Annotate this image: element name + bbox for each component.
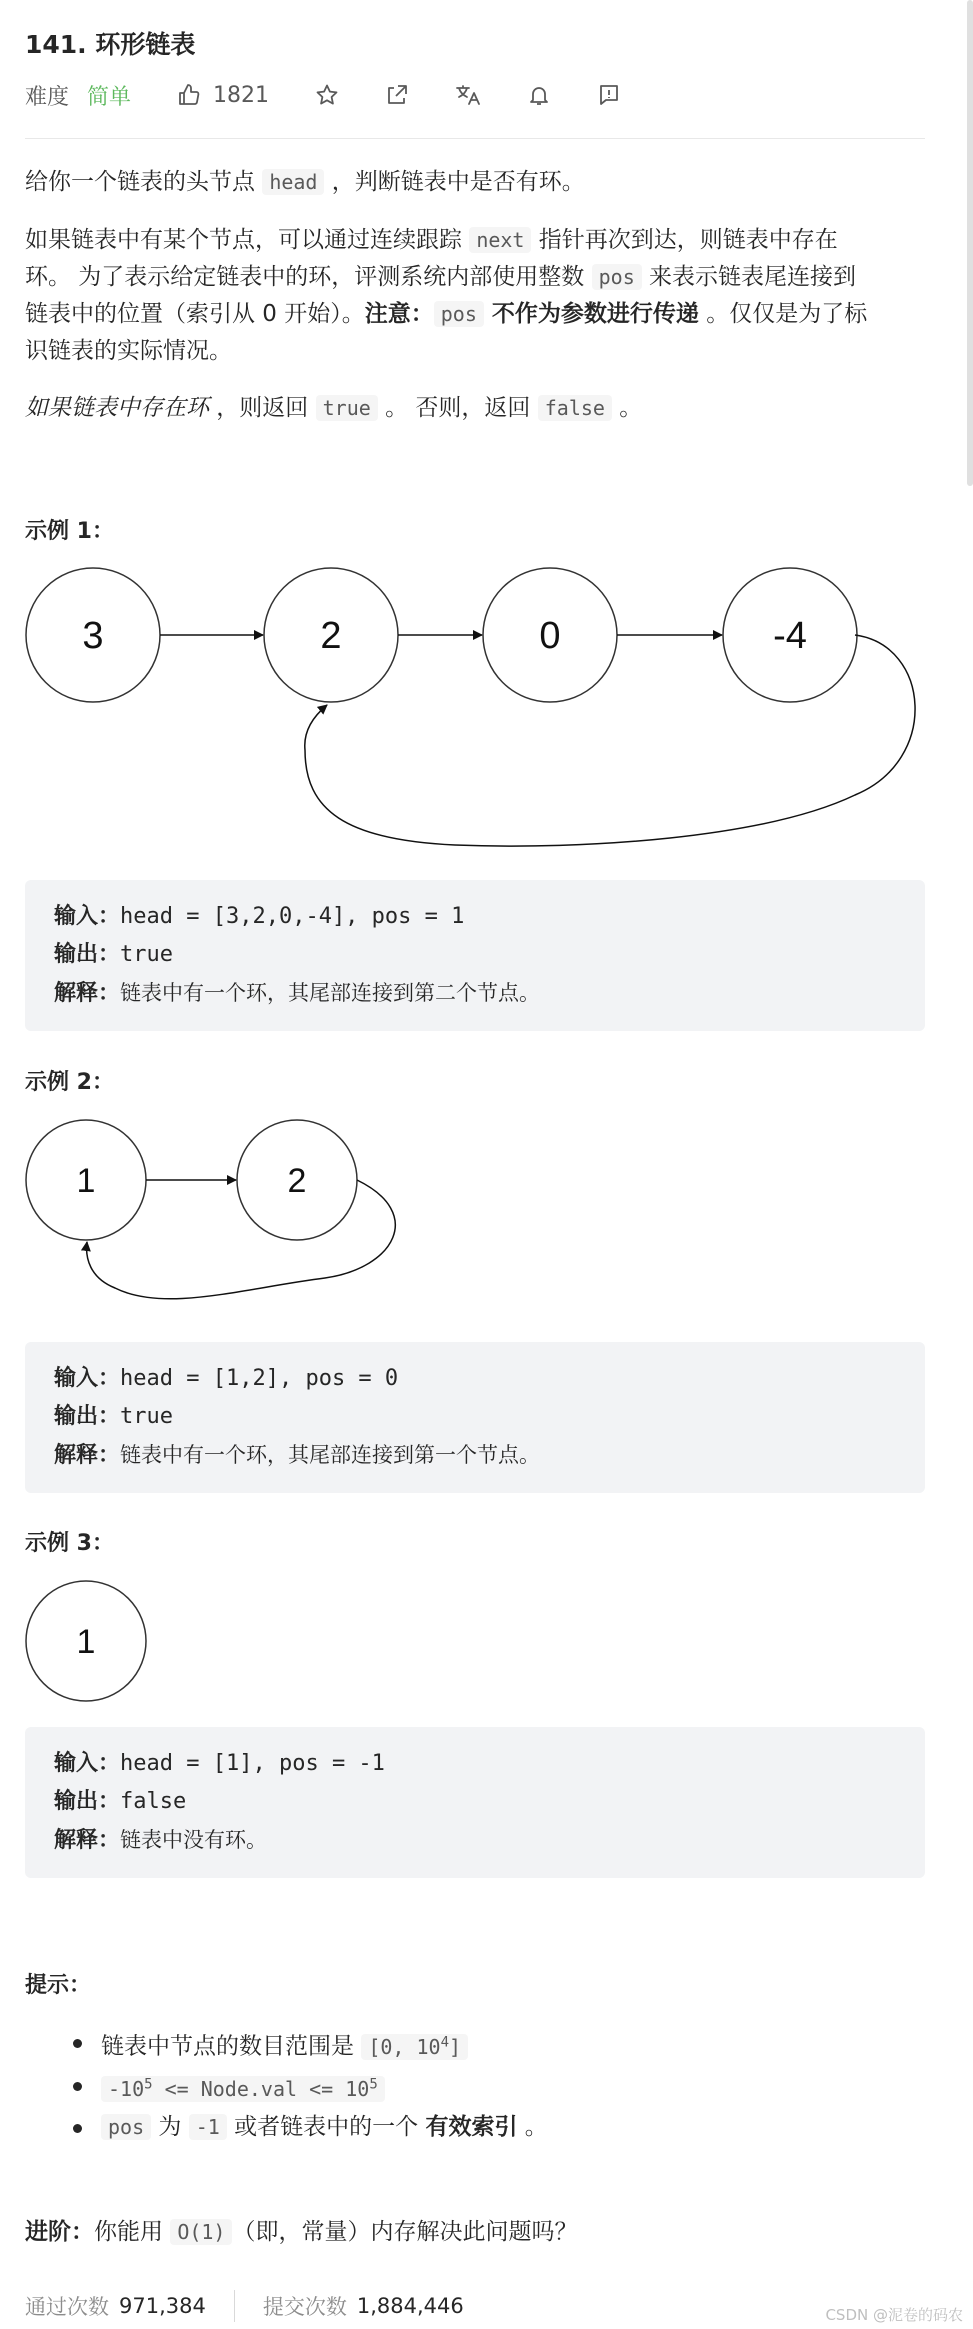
output-label: 输出： bbox=[54, 1789, 121, 1814]
desc-text: 。仅仅是为了标 bbox=[698, 301, 868, 327]
follow-up-label: 进阶： bbox=[25, 2219, 94, 2245]
stats-divider bbox=[234, 2290, 235, 2322]
follow-up-text: （即，常量）内存解决此问题吗？ bbox=[232, 2219, 578, 2245]
difficulty-label: 难度 bbox=[25, 84, 70, 110]
code-text: -10 bbox=[108, 2077, 145, 2102]
explain-value: 链表中有一个环，其尾部连接到第一个节点。 bbox=[120, 1443, 541, 1467]
output-value: false bbox=[120, 1789, 187, 1814]
code-text: ] bbox=[449, 2034, 462, 2059]
example-output-line bbox=[54, 1398, 896, 1436]
desc-text: 识链表的实际情况。 bbox=[25, 338, 232, 364]
node-value: 1 bbox=[76, 1623, 96, 1661]
example-explain-line bbox=[54, 1436, 896, 1475]
accepted-count: 971,384 bbox=[119, 2294, 206, 2318]
output-value: true bbox=[120, 942, 173, 967]
star-icon bbox=[315, 83, 339, 107]
submitted-label: 提交次数 bbox=[262, 2295, 347, 2319]
example-3-heading: 示例 3： bbox=[25, 1531, 114, 1556]
example-2-codeblock bbox=[25, 1342, 925, 1493]
desc-text: ，判断链表中是否有环。 bbox=[324, 169, 585, 195]
example-input-line bbox=[54, 1745, 896, 1783]
notify-button[interactable] bbox=[527, 83, 551, 107]
node-value: 1 bbox=[76, 1162, 96, 1200]
input-value: head = [3,2,0,-4], pos = 1 bbox=[120, 904, 465, 929]
explain-label: 解释： bbox=[54, 1828, 121, 1853]
share-button[interactable] bbox=[385, 83, 409, 107]
share-icon bbox=[385, 83, 409, 107]
example-explain-line bbox=[54, 1821, 896, 1860]
code-sup: 5 bbox=[144, 2076, 153, 2093]
desc-italic: 如果链表中存在环 bbox=[25, 395, 209, 421]
inline-code-pos: pos bbox=[101, 2114, 151, 2140]
translate-icon bbox=[455, 83, 481, 107]
input-label: 输入： bbox=[54, 1751, 121, 1776]
description-paragraph-1 bbox=[25, 164, 925, 201]
list-item bbox=[73, 2023, 548, 2066]
desc-text: ，则返回 bbox=[209, 395, 316, 421]
example-2-diagram bbox=[25, 1118, 445, 1318]
explain-label: 解释： bbox=[54, 1443, 121, 1468]
tip-text: 或者链表中的一个 bbox=[226, 2114, 426, 2141]
example-1-codeblock bbox=[25, 880, 925, 1031]
tip-text: 为 bbox=[151, 2114, 189, 2141]
desc-text: 环。 为了表示给定链表中的环，评测系统内部使用整数 bbox=[25, 264, 592, 290]
constraints-list bbox=[73, 2023, 548, 2146]
page-scrollbar[interactable] bbox=[967, 0, 973, 486]
like-button[interactable] bbox=[177, 83, 269, 108]
bell-icon bbox=[527, 83, 551, 107]
node-value: 0 bbox=[539, 615, 561, 657]
code-sup: 4 bbox=[440, 2034, 449, 2050]
input-value: head = [1], pos = -1 bbox=[120, 1751, 385, 1776]
tip-text: 。 bbox=[517, 2114, 548, 2141]
problem-title: 141. 环形链表 bbox=[25, 30, 196, 59]
inline-code-neg-one: -1 bbox=[189, 2114, 227, 2140]
input-label: 输入： bbox=[54, 904, 121, 929]
example-3-diagram bbox=[25, 1580, 155, 1706]
inline-code-true: true bbox=[316, 395, 378, 421]
submitted-count: 1,884,446 bbox=[356, 2294, 464, 2318]
output-label: 输出： bbox=[54, 1404, 121, 1429]
inline-code-val-range bbox=[101, 2076, 385, 2102]
follow-up-paragraph bbox=[25, 2214, 925, 2251]
note-label: 注意： bbox=[364, 301, 434, 327]
follow-up-text: 你能用 bbox=[94, 2219, 171, 2245]
constraints-heading: 提示： bbox=[25, 1973, 92, 1998]
code-text: [0, 10 bbox=[368, 2034, 441, 2059]
problem-meta-bar bbox=[25, 78, 621, 112]
accepted-label: 通过次数 bbox=[25, 2295, 109, 2319]
translate-button[interactable] bbox=[455, 83, 481, 107]
desc-text: 。 bbox=[611, 395, 643, 421]
feedback-button[interactable] bbox=[597, 83, 621, 107]
inline-code-o1: O(1) bbox=[170, 2219, 232, 2245]
desc-text: 。 否则，返回 bbox=[377, 395, 538, 421]
code-text: <= Node.val <= 10 bbox=[152, 2077, 370, 2102]
list-item bbox=[73, 2108, 548, 2146]
inline-code-range bbox=[361, 2034, 468, 2060]
desc-text: 链表中的位置（索引从 0 开始）。 bbox=[25, 301, 365, 327]
inline-code-pos: pos bbox=[592, 264, 642, 290]
description-paragraph-2 bbox=[25, 222, 925, 370]
inline-code-pos: pos bbox=[434, 301, 484, 327]
desc-bold: 不作为参数进行传递 bbox=[483, 301, 699, 327]
difficulty-badge: 简单 bbox=[87, 84, 132, 110]
example-input-line bbox=[54, 1360, 896, 1398]
example-input-line bbox=[54, 898, 896, 936]
example-output-line bbox=[54, 1783, 896, 1821]
example-explain-line bbox=[54, 974, 896, 1013]
like-count: 1821 bbox=[213, 82, 270, 108]
example-1-diagram bbox=[25, 560, 925, 860]
inline-code-head: head bbox=[262, 169, 324, 195]
feedback-icon bbox=[597, 83, 621, 107]
node-value: 2 bbox=[320, 615, 342, 657]
output-value: true bbox=[120, 1404, 173, 1429]
desc-text: 给你一个链表的头节点 bbox=[25, 169, 263, 195]
list-item bbox=[73, 2066, 548, 2109]
example-3-codeblock bbox=[25, 1727, 925, 1878]
code-sup: 5 bbox=[369, 2076, 378, 2093]
inline-code-next: next bbox=[469, 227, 531, 253]
explain-value: 链表中没有环。 bbox=[120, 1828, 268, 1852]
watermark: CSDN @泥卷的码农 bbox=[825, 2306, 963, 2324]
node-value: 2 bbox=[287, 1162, 307, 1200]
inline-code-false: false bbox=[538, 395, 612, 421]
header-divider bbox=[25, 138, 925, 139]
tip-text: 链表中节点的数目范围是 bbox=[101, 2033, 362, 2060]
node-value: 3 bbox=[82, 615, 104, 657]
submission-stats bbox=[25, 2290, 464, 2322]
explain-label: 解释： bbox=[54, 981, 121, 1006]
desc-text: 如果链表中有某个节点，可以通过连续跟踪 bbox=[25, 227, 470, 253]
desc-text: 来表示链表尾连接到 bbox=[641, 264, 857, 290]
input-value: head = [1,2], pos = 0 bbox=[120, 1366, 399, 1391]
example-output-line bbox=[54, 936, 896, 974]
output-label: 输出： bbox=[54, 942, 121, 967]
favorite-button[interactable] bbox=[315, 83, 339, 107]
tip-bold: 有效索引 bbox=[425, 2114, 518, 2141]
thumbs-up-icon bbox=[177, 83, 201, 107]
example-2-heading: 示例 2： bbox=[25, 1070, 114, 1095]
input-label: 输入： bbox=[54, 1366, 121, 1391]
explain-value: 链表中有一个环，其尾部连接到第二个节点。 bbox=[120, 981, 541, 1005]
example-1-heading: 示例 1： bbox=[25, 519, 114, 544]
node-value: -4 bbox=[773, 615, 807, 657]
description-paragraph-3 bbox=[25, 390, 925, 427]
desc-text: 指针再次到达，则链表中存在 bbox=[531, 227, 838, 253]
